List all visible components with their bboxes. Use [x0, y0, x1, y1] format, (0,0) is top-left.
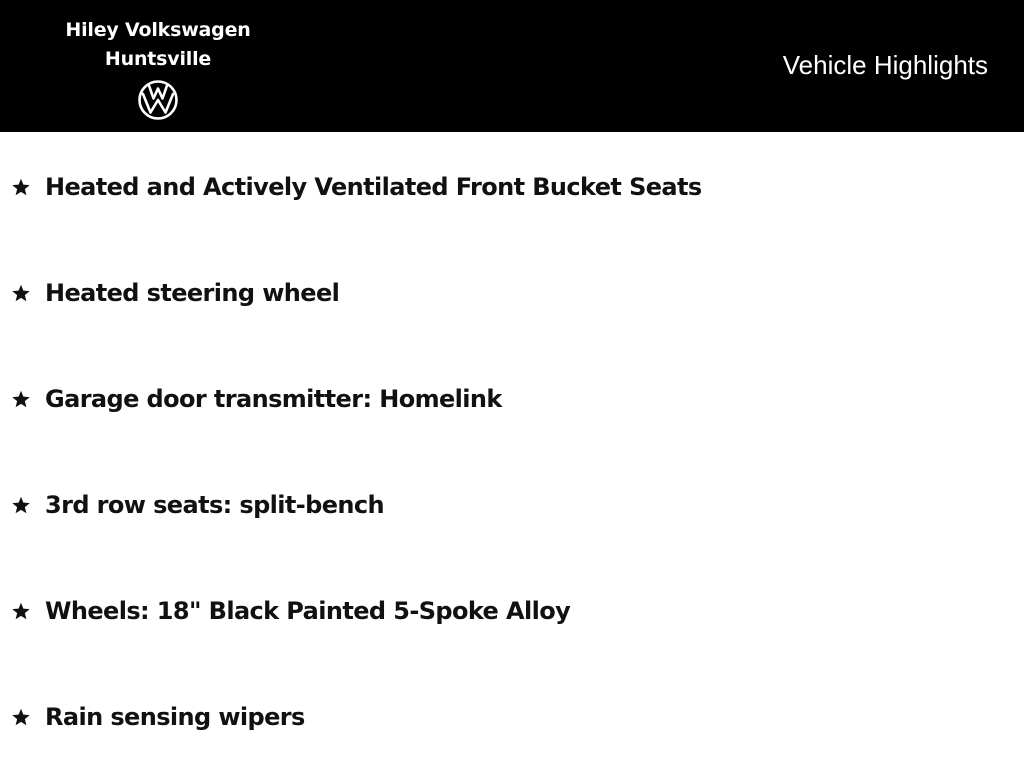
star-icon	[10, 600, 32, 622]
highlight-label: 3rd row seats: split-bench	[45, 491, 384, 519]
star-icon	[10, 282, 32, 304]
list-item	[10, 379, 502, 419]
highlight-label: Rain sensing wipers	[45, 703, 305, 731]
page-title: Vehicle Highlights	[782, 50, 988, 80]
list-item	[10, 167, 702, 207]
highlight-label: Heated and Actively Ventilated Front Bucket Seats	[45, 173, 702, 201]
list-item	[10, 697, 305, 737]
star-icon	[10, 176, 32, 198]
dealer-location: Huntsville	[104, 48, 212, 70]
dealer-logo	[62, 16, 254, 121]
page-header	[0, 0, 1024, 132]
volkswagen-logo-icon	[137, 79, 179, 121]
highlight-label: Garage door transmitter: Homelink	[45, 385, 502, 413]
list-item	[10, 485, 384, 525]
highlight-label: Heated steering wheel	[45, 279, 340, 307]
star-icon	[10, 494, 32, 516]
list-item	[10, 273, 339, 313]
star-icon	[10, 706, 32, 728]
highlight-label: Wheels: 18" Black Painted 5-Spoke Alloy	[45, 597, 571, 625]
star-icon	[10, 388, 32, 410]
list-item	[10, 591, 570, 631]
dealer-name: Hiley Volkswagen	[65, 19, 251, 41]
